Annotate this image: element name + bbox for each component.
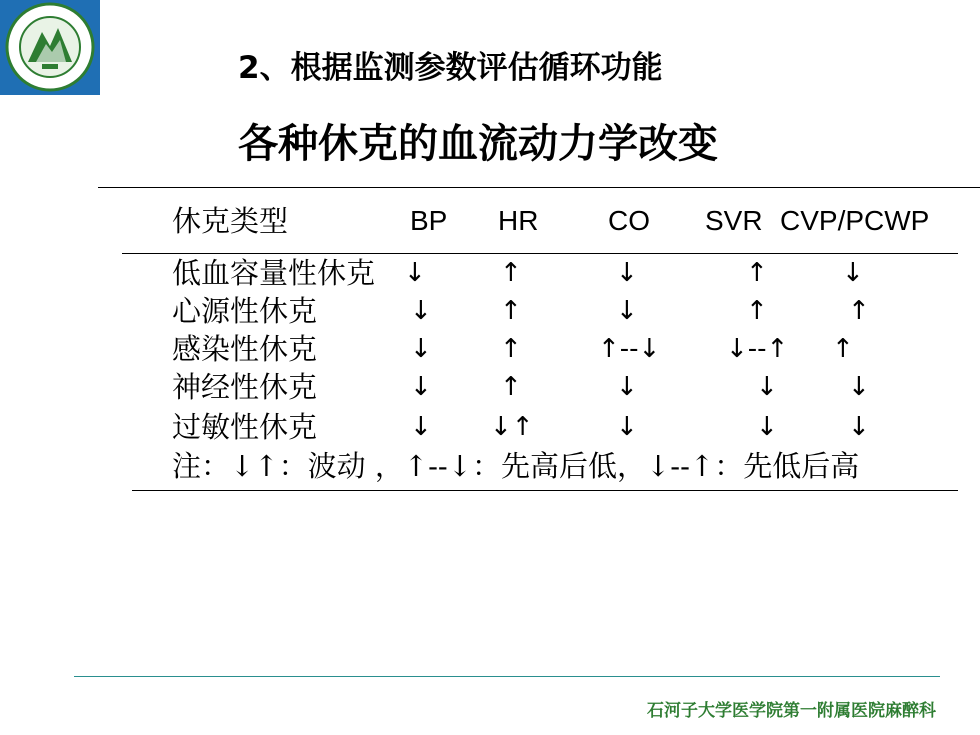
row-0-hr: ↑: [500, 258, 522, 288]
row-4-co: ↓: [616, 412, 638, 442]
university-logo: [0, 0, 100, 95]
department-footer: 石河子大学医学院第一附属医院麻醉科: [647, 701, 936, 721]
row-0-bp: ↓: [404, 258, 426, 288]
row-type-cardiogenic: 心源性休克: [172, 294, 318, 328]
row-2-svr: ↓--↑: [726, 334, 789, 364]
row-2-co: ↑--↓: [598, 334, 661, 364]
col-header-svr: SVR: [705, 205, 763, 236]
row-2-bp: ↓: [410, 334, 432, 364]
row-0-svr: ↑: [746, 258, 768, 288]
row-1-co: ↓: [616, 296, 638, 326]
row-4-cvp: ↓: [848, 412, 870, 442]
col-header-cvp: CVP/PCWP: [780, 205, 930, 236]
row-2-cvp: ↑: [832, 334, 854, 364]
row-3-cvp: ↓: [848, 372, 870, 402]
row-4-hr: ↓↑: [490, 412, 534, 442]
row-3-svr: ↓: [756, 372, 778, 402]
row-type-neurogenic: 神经性休克: [172, 370, 318, 404]
table-top-rule: [98, 187, 980, 188]
col-header-type: 休克类型: [172, 204, 289, 238]
row-1-svr: ↑: [746, 296, 768, 326]
row-4-bp: ↓: [410, 412, 432, 442]
footer-divider: [74, 676, 940, 677]
row-type-anaphylactic: 过敏性休克: [172, 410, 318, 444]
row-0-co: ↓: [616, 258, 638, 288]
table-note: 注：↓↑：波动 ，↑--↓：先高后低，↓--↑：先低后高: [172, 449, 860, 483]
row-3-hr: ↑: [500, 372, 522, 402]
row-type-hypovolemic: 低血容量性休克: [172, 256, 376, 290]
slide-title: 各种休克的血流动力学改变: [238, 121, 718, 167]
col-header-hr: HR: [498, 205, 539, 236]
row-3-co: ↓: [616, 372, 638, 402]
row-2-hr: ↑: [500, 334, 522, 364]
table-bottom-rule: [132, 490, 958, 491]
row-0-cvp: ↓: [842, 258, 864, 288]
row-1-bp: ↓: [410, 296, 432, 326]
row-type-septic: 感染性休克: [172, 332, 318, 366]
university-seal-icon: [2, 2, 98, 92]
col-header-co: CO: [608, 205, 650, 236]
row-3-bp: ↓: [410, 372, 432, 402]
slide-subtitle: 2、根据监测参数评估循环功能: [238, 50, 663, 86]
row-1-hr: ↑: [500, 296, 522, 326]
row-4-svr: ↓: [756, 412, 778, 442]
row-1-cvp: ↑: [848, 296, 870, 326]
col-header-bp: BP: [410, 205, 448, 236]
